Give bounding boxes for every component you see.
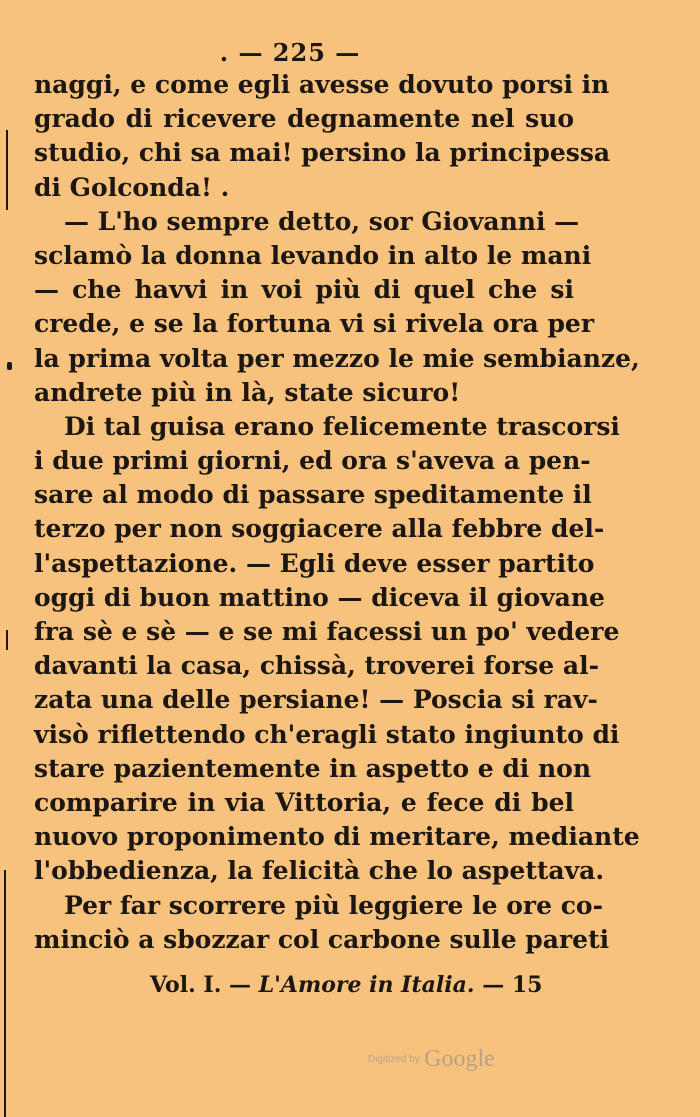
text-line: grado di ricevere degnamente nel suo bbox=[34, 104, 574, 134]
text-line: davanti la casa, chissà, troverei forse al- bbox=[34, 651, 599, 681]
text-line: stare pazientemente in aspetto e di non bbox=[34, 753, 592, 783]
text-line: oggi di buon mattino — diceva il giovane bbox=[34, 582, 605, 612]
margin-line bbox=[4, 870, 6, 1117]
text-line: sclamò la donna levando in alto le mani bbox=[34, 240, 592, 270]
text-line: l'obbedienza, la felicità che lo aspettava. bbox=[34, 856, 605, 886]
margin-line bbox=[6, 130, 8, 210]
text-line: terzo per non soggiacere alla febbre del- bbox=[34, 514, 605, 544]
watermark-prefix: Digitized by bbox=[368, 1054, 420, 1065]
text-line: comparire in via Vittoria, e fece di bel bbox=[34, 787, 574, 817]
text-line: naggi, e come egli avesse dovuto porsi in bbox=[34, 70, 610, 99]
text-line: minciò a sbozzar col carbone sulle pareti bbox=[34, 924, 610, 954]
watermark-brand: Google bbox=[424, 1046, 495, 1072]
page-footer bbox=[150, 972, 550, 998]
digitization-watermark bbox=[368, 1046, 495, 1073]
text-line: Per far scorrere più leggiere le ore co- bbox=[64, 890, 603, 920]
margin-line bbox=[6, 630, 8, 650]
body-text bbox=[34, 68, 640, 957]
text-line: la prima volta per mezzo le mie sembianze, bbox=[34, 343, 640, 373]
page-number: . — 225 — bbox=[219, 38, 361, 67]
text-line: fra sè e sè — e se mi facessi un po' vedere bbox=[34, 617, 620, 646]
margin-dot bbox=[7, 362, 12, 370]
text-line: sare al modo di passare speditamente il bbox=[34, 480, 592, 510]
text-line: zata una delle persiane! — Poscia si rav- bbox=[34, 685, 598, 715]
text-line: crede, e se la fortuna vi si rivela ora per bbox=[34, 309, 594, 339]
text-line: i due primi giorni, ed ora s'aveva a pen- bbox=[34, 446, 591, 476]
footer-volume: Vol. I. — bbox=[150, 972, 252, 998]
text-line: studio, chi sa mai! persino la principessa bbox=[34, 138, 611, 168]
text-line: Di tal guisa erano felicemente trascorsi bbox=[64, 411, 620, 441]
text-line: andrete più in là, state sicuro! bbox=[34, 377, 461, 407]
text-line: — che havvi in voi più di quel che si bbox=[34, 275, 574, 305]
text-line: visò riflettendo ch'eragli stato ingiunto di bbox=[34, 719, 620, 749]
footer-signature: — 15 bbox=[482, 972, 543, 998]
text-line: nuovo proponimento di meritare, mediante bbox=[34, 822, 640, 852]
footer-title: L'Amore in Italia. bbox=[258, 972, 475, 998]
text-line: l'aspettazione. — Egli deve esser partito bbox=[34, 548, 595, 578]
text-line: di Golconda! . bbox=[34, 172, 230, 202]
text-line: — L'ho sempre detto, sor Giovanni — bbox=[64, 206, 580, 236]
